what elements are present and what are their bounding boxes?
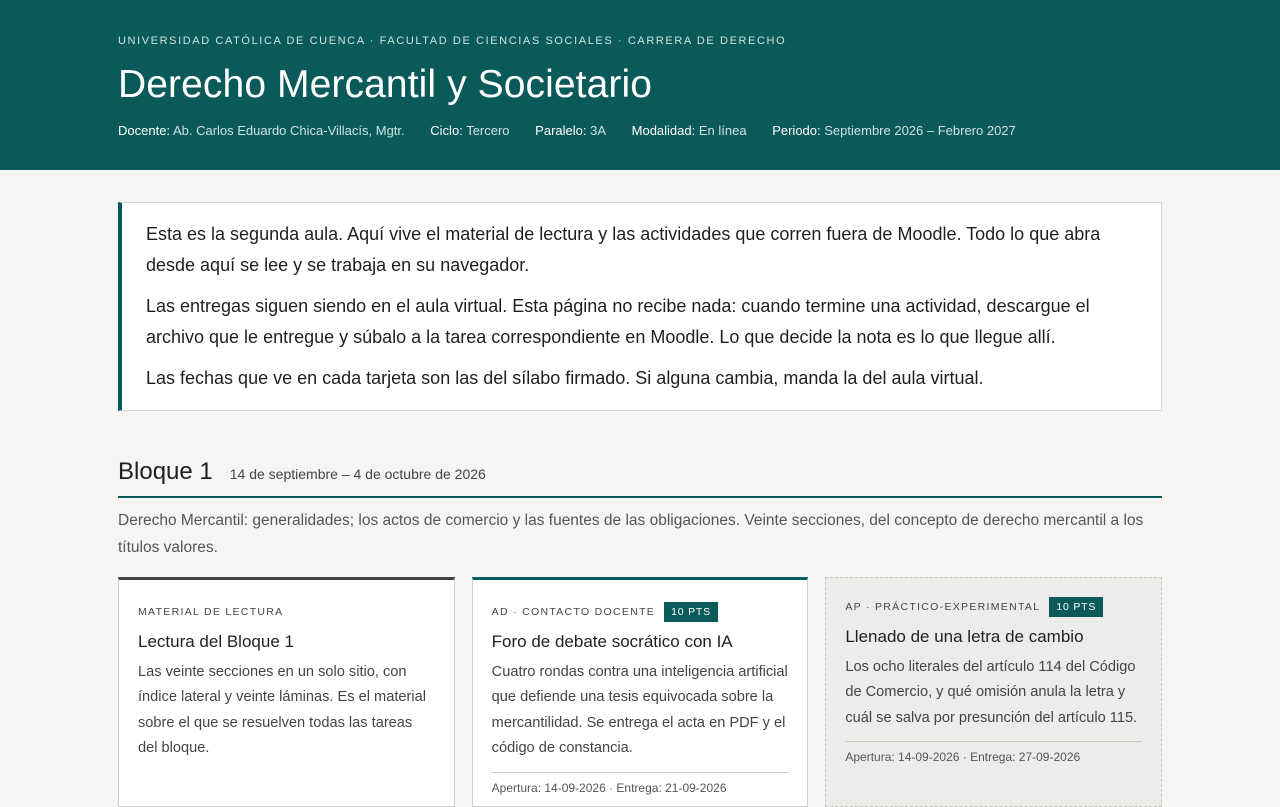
card-lectura[interactable]: [118, 577, 455, 807]
card-description: Cuatro rondas contra una inteligencia artificial que defiende una tesis equivocada sobre la mercantilidad. Se entrega el acta en PDF y el código de constancia.: [491, 663, 788, 757]
card-title[interactable]: Foro de debate socrático con IA: [491, 631, 733, 651]
card-kicker: AD · CONTACTO DOCENTE 10 PTS: [492, 602, 789, 622]
meta-ciclo: Ciclo: Tercero: [430, 123, 510, 138]
card-kicker: MATERIAL DE LECTURA: [138, 605, 284, 618]
block-dates: 14 de septiembre – 4 de octubre de 2026: [229, 465, 486, 482]
intro-paragraph: Las entregas siguen siendo en el aula virtual. Esta página no recibe nada: cuando termine una actividad, descargue el archivo que le entregue y súbalo a la tarea correspondiente en Moodle. Lo que decide la nota es lo que llegue allí.: [146, 296, 1090, 347]
intro-paragraph: Las fechas que ve en cada tarjeta son las del sílabo firmado. Si alguna cambia, manda la del aula virtual.: [146, 368, 984, 388]
meta-modalidad: Modalidad: En línea: [631, 123, 747, 138]
meta-docente: Docente: Ab. Carlos Eduardo Chica-Villacís, Mgtr.: [118, 123, 405, 138]
card-description: Los ocho literales del artículo 114 del Código de Comercio, y qué omisión anula la letra y cuál se salva por presunción del artículo 115.: [845, 658, 1138, 726]
meta-periodo: Periodo: Septiembre 2026 – Febrero 2027: [772, 123, 1016, 138]
course-title: Derecho Mercantil y Societario: [118, 63, 653, 106]
card-description: Las veinte secciones en un solo sitio, con índice lateral y veinte láminas. Es el material sobre el que se resuelven todas las tareas del bloque.: [138, 663, 426, 757]
activity-cards: [118, 577, 1162, 807]
card-dates: Apertura: 14-09-2026 · Entrega: 21-09-2026: [491, 780, 727, 795]
card-kicker: AP · PRÁCTICO-EXPERIMENTAL 10 PTS: [845, 597, 1142, 617]
course-meta: [118, 123, 1162, 138]
card-title[interactable]: Lectura del Bloque 1: [138, 631, 294, 651]
meta-paralelo: Paralelo: 3A: [535, 123, 607, 138]
block-title: Bloque 1: [118, 457, 213, 485]
course-header: [0, 0, 1280, 170]
card-letra-cambio[interactable]: [825, 577, 1162, 807]
card-foro-debate[interactable]: [472, 577, 809, 807]
block-description: Derecho Mercantil: generalidades; los actos de comercio y las fuentes de las obligaciones. Veinte secciones, del concepto de derecho mercantil a los títulos valores.: [118, 511, 1144, 556]
intro-paragraph: Esta es la segunda aula. Aquí vive el material de lectura y las actividades que corren fuera de Moodle. Todo lo que abra desde aquí se lee y se trabaja en su navegador.: [146, 224, 1101, 275]
card-title[interactable]: Llenado de una letra de cambio: [845, 626, 1084, 646]
intro-notice: [118, 202, 1162, 411]
block-header: [118, 458, 1162, 498]
main-content: [0, 170, 1280, 807]
institution-breadcrumb: UNIVERSIDAD CATÓLICA DE CUENCA · FACULTAD DE CIENCIAS SOCIALES · CARRERA DE DERECHO: [118, 35, 787, 47]
points-badge: 10 PTS: [664, 602, 718, 622]
points-badge: 10 PTS: [1049, 597, 1103, 617]
card-dates: Apertura: 14-09-2026 · Entrega: 27-09-2026: [845, 750, 1081, 765]
